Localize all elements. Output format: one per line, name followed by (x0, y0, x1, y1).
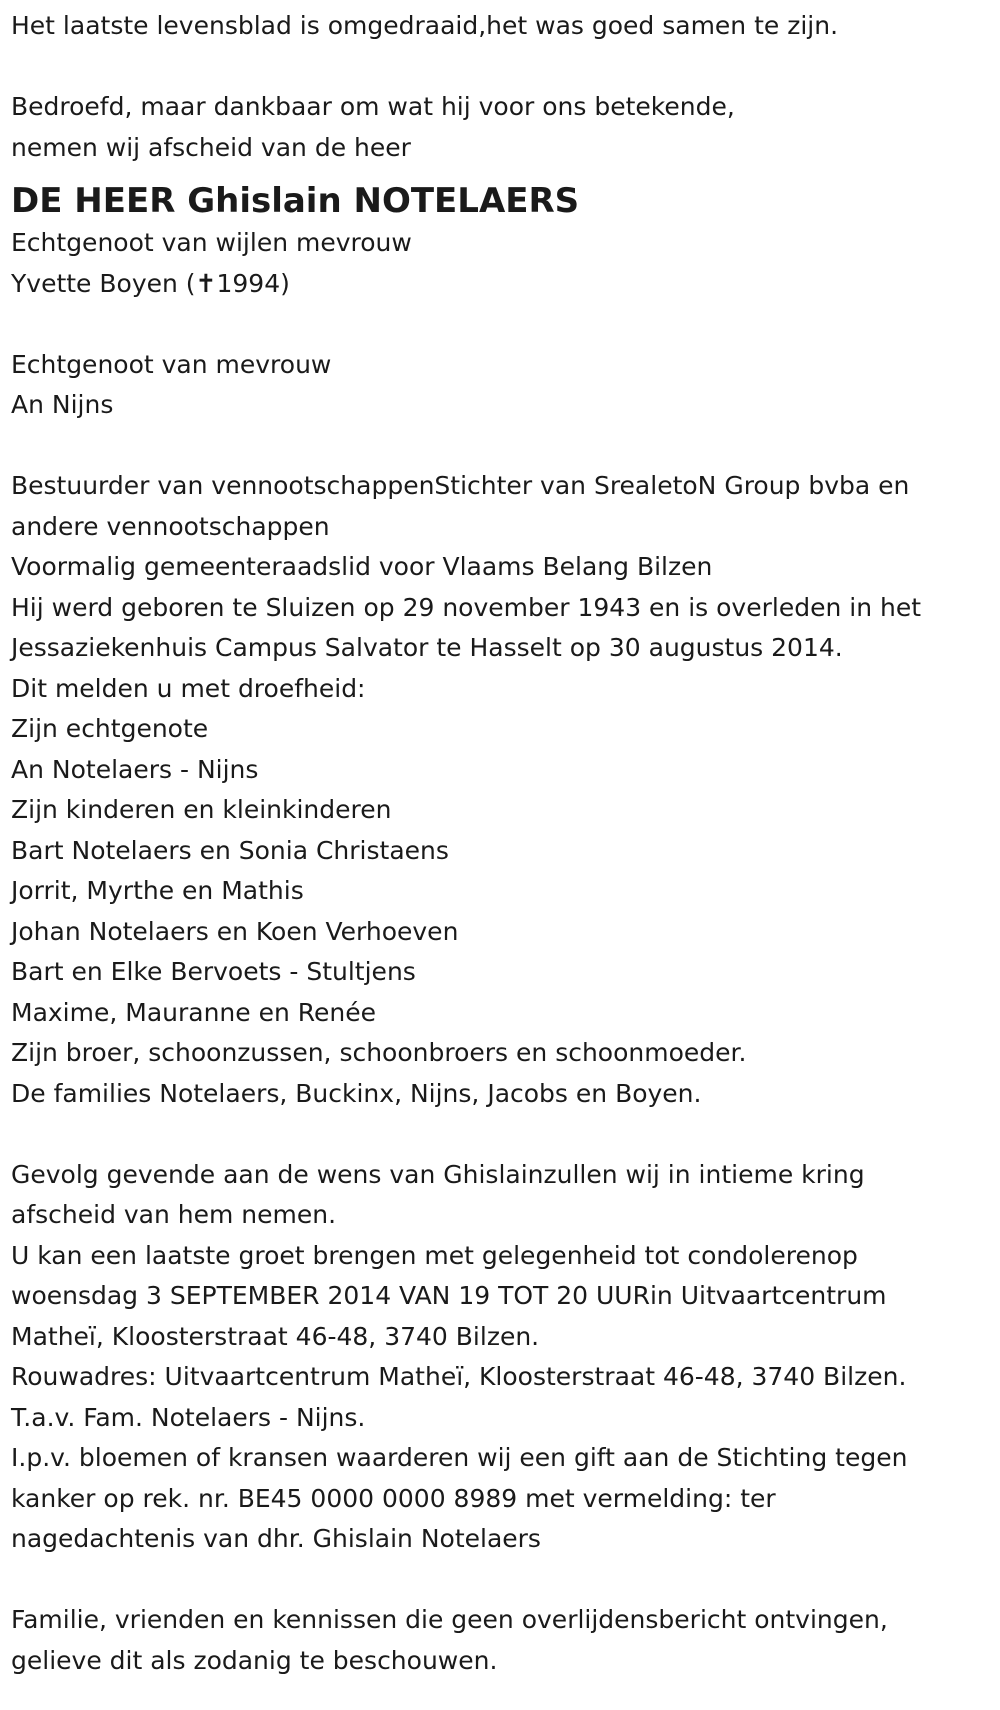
spacer (11, 1114, 989, 1155)
bio-line: De families Notelaers, Buckinx, Nijns, Jacobs en Boyen. (11, 1078, 702, 1108)
bio-line: Zijn echtgenote (11, 714, 209, 743)
bio-line: Maxime, Mauranne en Renée (11, 997, 377, 1027)
closing-line: Familie, vrienden en kennissen die geen overlijdensbericht ontvingen, (11, 1605, 888, 1634)
ceremony-line: Gevolg gevende aan de wens van Ghislainzullen wij in intieme kring (11, 1159, 865, 1189)
late-spouse-line: Echtgenoot van wijlen mevrouw (11, 228, 412, 257)
intro-block (11, 87, 989, 168)
spacer (11, 304, 989, 345)
spouse-block (11, 345, 989, 426)
deceased-name: DE HEER Ghislain NOTELAERS (11, 181, 580, 221)
opening-line: Het laatste levensblad is omgedraaid,het was goed samen te zijn. (11, 11, 839, 40)
spacer (11, 1560, 989, 1601)
bio-line: andere vennootschappen (11, 511, 330, 541)
spouse-line: Echtgenoot van mevrouw (11, 349, 332, 379)
late-spouse-line: Yvette Boyen (✝1994) (11, 268, 290, 298)
bio-line: Jorrit, Myrthe en Mathis (11, 876, 304, 905)
intro-line: Bedroefd, maar dankbaar om wat hij voor ons betekende, (11, 92, 735, 121)
ceremony-line: kanker op rek. nr. BE45 0000 0000 8989 met vermelding: ter (11, 1483, 776, 1513)
bio-line: Bart Notelaers en Sonia Christaens (11, 835, 449, 865)
closing-line: gelieve dit als zodanig te beschouwen. (11, 1645, 498, 1675)
bio-line: Bestuurder van vennootschappenStichter van SrealetoN Group bvba en (11, 471, 910, 500)
bio-block (11, 466, 989, 1114)
ceremony-line: U kan een laatste groet brengen met gelegenheid tot condolerenop (11, 1240, 858, 1270)
bio-line: Bart en Elke Bervoets - Stultjens (11, 957, 416, 986)
bio-line: Hij werd geboren te Sluizen op 29 november 1943 en is overleden in het (11, 592, 922, 622)
bio-line: Zijn broer, schoonzussen, schoonbroers en schoonmoeder. (11, 1038, 747, 1067)
bio-line: Johan Notelaers en Koen Verhoeven (11, 916, 459, 946)
ceremony-line: I.p.v. bloemen of kransen waarderen wij een gift aan de Stichting tegen (11, 1443, 908, 1472)
spacer (11, 47, 989, 88)
ceremony-line: Matheï, Kloosterstraat 46-48, 3740 Bilzen. (11, 1321, 540, 1351)
ceremony-line: Rouwadres: Uitvaartcentrum Matheï, Kloosterstraat 46-48, 3740 Bilzen. (11, 1362, 907, 1391)
ceremony-block (11, 1155, 989, 1560)
spouse-line: An Nijns (11, 390, 114, 419)
ceremony-line: woensdag 3 SEPTEMBER 2014 VAN 19 TOT 20 UURin Uitvaartcentrum (11, 1281, 887, 1310)
ceremony-line: T.a.v. Fam. Notelaers - Nijns. (11, 1402, 366, 1432)
ceremony-line: afscheid van hem nemen. (11, 1200, 337, 1229)
intro-line: nemen wij afscheid van de heer (11, 132, 411, 162)
bio-line: An Notelaers - Nijns (11, 754, 259, 784)
bio-line: Jessaziekenhuis Campus Salvator te Hasselt op 30 augustus 2014. (11, 633, 843, 662)
bio-line: Dit melden u met droefheid: (11, 673, 366, 703)
late-spouse-block (11, 223, 989, 304)
bio-line: Zijn kinderen en kleinkinderen (11, 795, 392, 824)
bio-line: Voormalig gemeenteraadslid voor Vlaams Belang Bilzen (11, 552, 713, 581)
spacer (11, 426, 989, 467)
ceremony-line: nagedachtenis van dhr. Ghislain Notelaers (11, 1524, 541, 1553)
closing-block (11, 1600, 989, 1681)
